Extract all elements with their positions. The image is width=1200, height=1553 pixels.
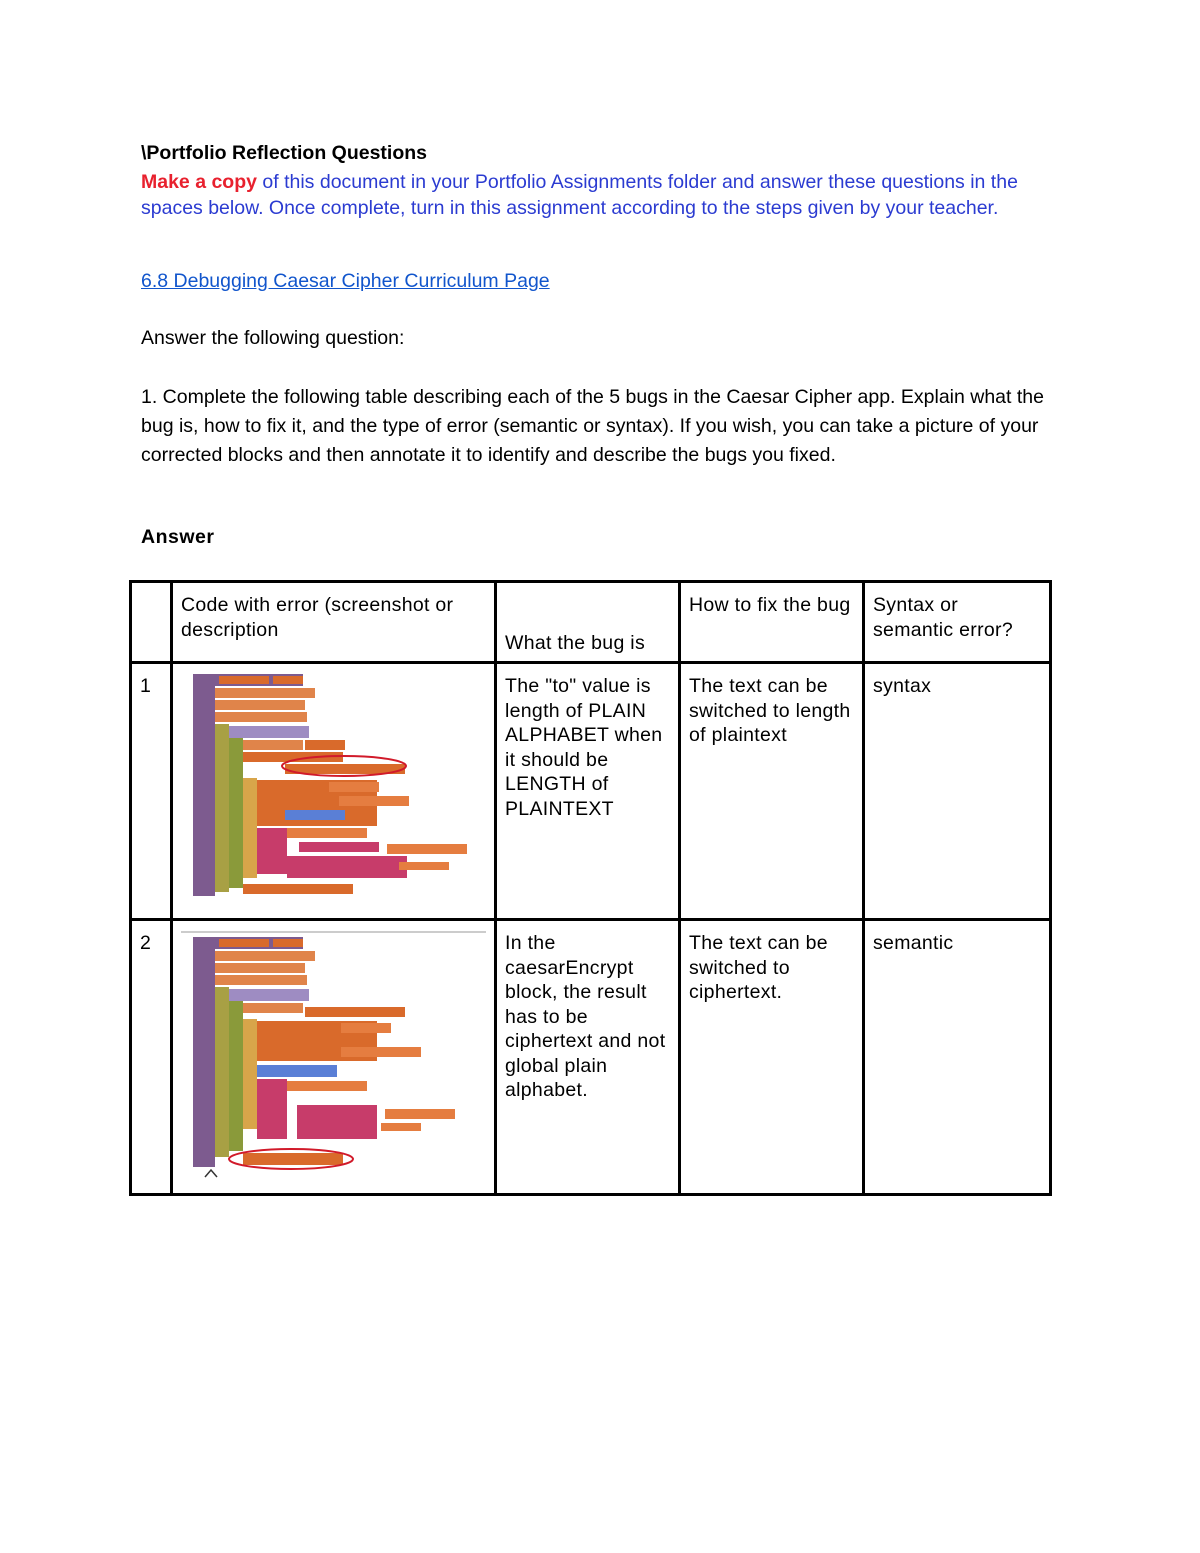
- question-text: 1. Complete the following table describing each of the 5 bugs in the Caesar Cipher app. Explain what the bug is, how to fix it, and the type of error (semantic or syntax). If you wish, you can take a picture of your corrected blocks and then annotate it to identify and describe the bugs you fixed.: [141, 386, 1044, 466]
- answer-heading: Answer: [141, 526, 215, 548]
- row-number: 2: [131, 920, 172, 1195]
- curriculum-page-link[interactable]: 6.8 Debugging Caesar Cipher Curriculum Page: [141, 270, 550, 292]
- blocks-screenshot-image: [189, 670, 479, 902]
- intro-text: of this document in your Portfolio Assignments folder and answer these questions in the spaces below. Once complete, turn in this assignment according to the steps given by your teacher.: [141, 171, 1018, 219]
- page-title: \Portfolio Reflection Questions: [141, 142, 428, 164]
- instruction-text: Answer the following question:: [141, 327, 405, 349]
- bug-description: In the caesarEncrypt block, the result has to be ciphertext and not global plain alphabet.: [496, 920, 680, 1195]
- intro-paragraph: [141, 170, 1081, 221]
- header-cell-type: Syntax or semantic error?: [864, 582, 1051, 663]
- header-cell-code: Code with error (screenshot or description: [172, 582, 496, 663]
- bugs-table: [129, 580, 1052, 1196]
- bug-description: The "to" value is length of PLAIN ALPHABET when it should be LENGTH of PLAINTEXT: [496, 663, 680, 920]
- code-screenshot-cell: [172, 920, 496, 1195]
- fix-description: The text can be switched to ciphertext.: [680, 920, 864, 1195]
- error-type: semantic: [864, 920, 1051, 1195]
- table-header-row: [131, 582, 1051, 663]
- header-cell-number: [131, 582, 172, 663]
- row-number: 1: [131, 663, 172, 920]
- make-copy-emphasis: Make a copy: [141, 171, 257, 193]
- header-cell-bug: What the bug is: [496, 582, 680, 663]
- fix-description: The text can be switched to length of plaintext: [680, 663, 864, 920]
- code-screenshot-cell: [172, 663, 496, 920]
- error-type: syntax: [864, 663, 1051, 920]
- header-cell-fix: How to fix the bug: [680, 582, 864, 663]
- blocks-screenshot-image: [181, 927, 486, 1179]
- table-row: [131, 663, 1051, 920]
- table-row: [131, 920, 1051, 1195]
